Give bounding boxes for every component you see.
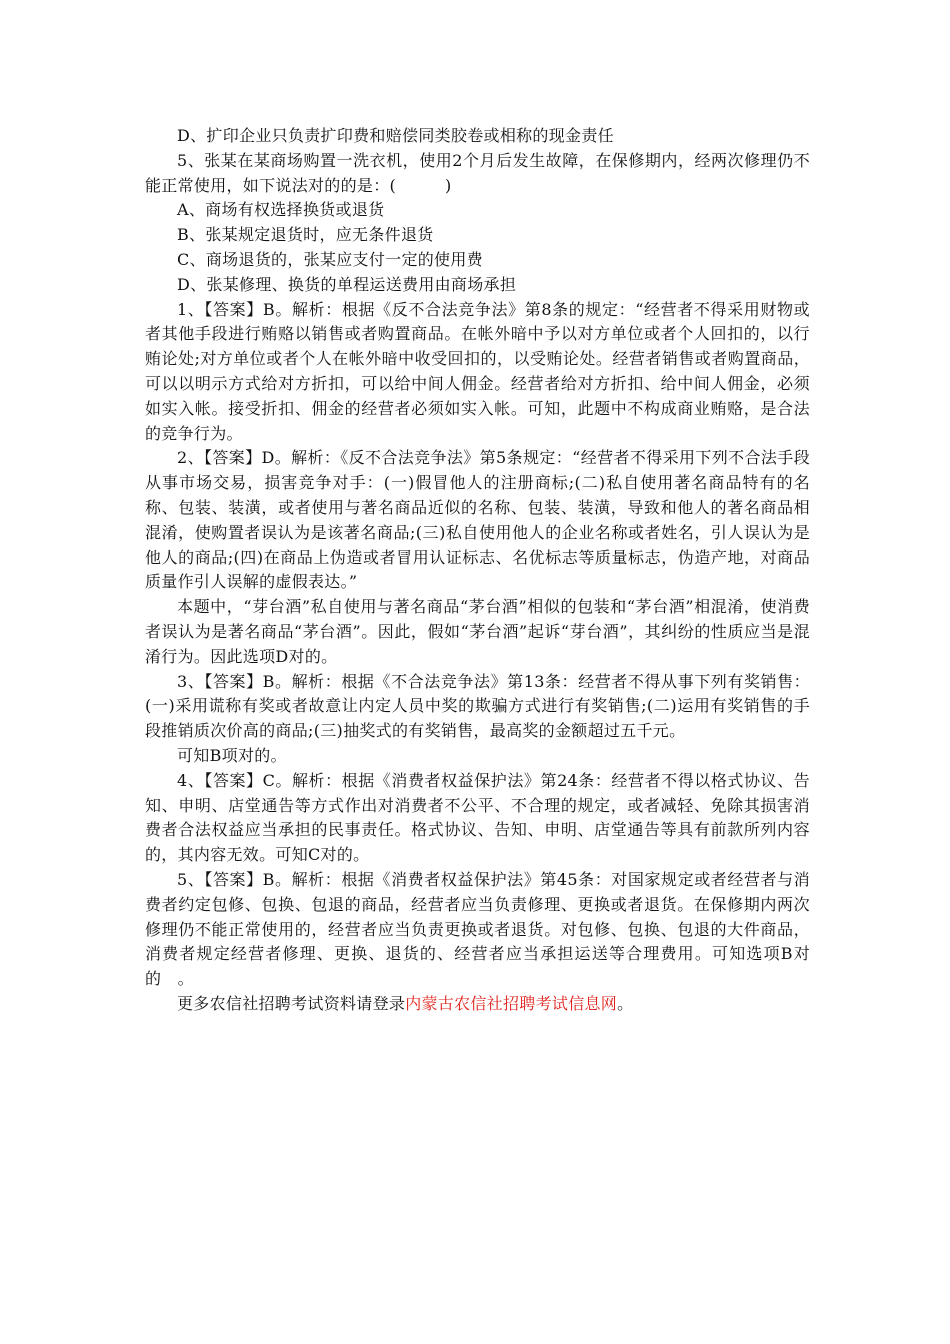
footer-prefix: 更多农信社招聘考试资料请登录 — [177, 993, 406, 1013]
footer-note — [145, 992, 810, 1017]
question-5: 5、张某在某商场购置一洗衣机，使用2个月后发生故障，在保修期内，经两次修理仍不能正常使用，如下说法对的的是：( ) — [145, 150, 810, 195]
answer-4: 4、【答案】C。解析：根据《消费者权益保护法》第24条：经营者不得以格式协议、告知、申明、店堂通告等方式作出对消费者不公平、不合理的规定，或者减轻、免除其损害消费者合法权益应当承担的民事责任。格式协议、告知、申明、店堂通告等具有前款所列内容的，其内容无效。可知C对的。 — [145, 770, 810, 865]
answer-2-explanation: 本题中，“芽台酒”私自使用与著名商品“茅台酒”相似的包装和“茅台酒”相混淆，使消费者误认为是著名商品“茅台酒”。因此，假如“茅台酒”起诉“芽台酒”，其纠纷的性质应当是混淆行为。因此选项D对的。 — [145, 597, 810, 666]
answer-1: 1、【答案】B。解析：根据《反不合法竞争法》第8条的规定：“经营者不得采用财物或者其他手段进行贿赂以销售或者购置商品。在帐外暗中予以对方单位或者个人回扣的，以行贿论处;对方单位或者个人在帐外暗中收受回扣的，以受贿论处。经营者销售或者购置商品，可以以明示方式给对方折扣，可以给中间人佣金。经营者给对方折扣、给中间人佣金，必须如实入帐。接受折扣、佣金的经营者必须如实入帐。可知，此题中不构成商业贿赂，是合法的竞争行为。 — [145, 299, 810, 443]
option-d-previous: D、扩印企业只负责扩印费和赔偿同类胶卷或相称的现金责任 — [177, 126, 614, 145]
answer-3: 3、【答案】B。解析：根据《不合法竞争法》第13条：经营者不得从事下列有奖销售：(一)采用谎称有奖或者故意让内定人员中奖的欺骗方式进行有奖销售;(二)运用有奖销售的手段推销质次价高的商品;(三)抽奖式的有奖销售，最高奖的金额超过五千元。 — [145, 671, 810, 741]
answer-2: 2、【答案】D。解析：《反不合法竞争法》第5条规定：“经营者不得采用下列不合法手段从事市场交易，损害竞争对手：(一)假冒他人的注册商标;(二)私自使用著名商品特有的名称、包装、装潢，或者使用与著名商品近似的名称、包装、装潢，导致和他人的著名商品相混淆，使购置者误认为是该著名商品;(三)私自使用他人的企业名称或者姓名，引人误认为是他人的商品;(四)在商品上伪造或者冒用认证标志、名优标志等质量标志，伪造产地，对商品质量作引人误解的虚假表达。” — [145, 448, 810, 592]
option-c: C、商场退货的，张某应支付一定的使用费 — [177, 249, 483, 269]
footer-suffix: 。 — [617, 993, 634, 1013]
option-a: A、商场有权选择换货或退货 — [177, 200, 385, 220]
option-d: D、张某修理、换货的单程运送费用由商场承担 — [177, 274, 517, 294]
document-body — [145, 124, 810, 1017]
exam-info-link[interactable]: 内蒙古农信社招聘考试信息网 — [405, 993, 618, 1013]
option-b: B、张某规定退货时，应无条件退货 — [177, 225, 434, 245]
answer-5: 5、【答案】B。解析：根据《消费者权益保护法》第45条：对国家规定或者经营者与消费者约定包修、包换、包退的商品，经营者应当负责修理、更换或者退货。在保修期内两次修理仍不能正常使用的，经营者应当负责更换或者退货。对包修、包换、包退的大件商品，消费者规定经营者修理、更换、退货的、经营者应当承担运送等合理费用。可知选项B对的 。 — [145, 869, 810, 989]
answer-3-conclusion: 可知B项对的。 — [177, 745, 287, 765]
